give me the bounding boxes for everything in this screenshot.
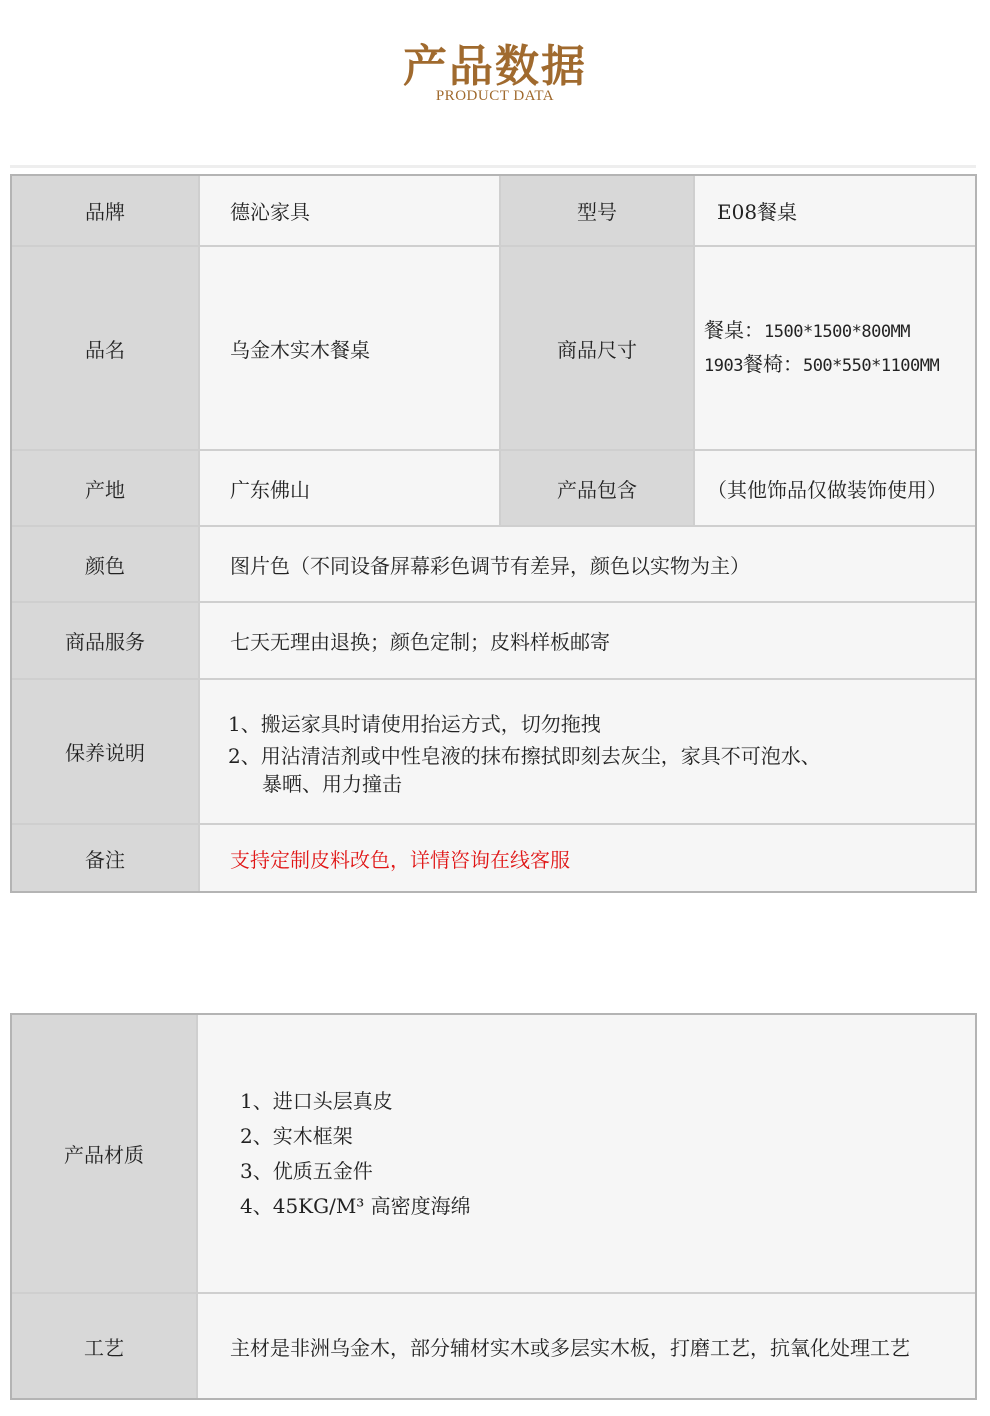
origin-label: 产地	[12, 451, 198, 525]
material-line-2: 2、实木框架	[240, 1123, 353, 1148]
material-label: 产品材质	[12, 1015, 196, 1292]
material-line-1: 1、进口头层真皮	[240, 1088, 393, 1113]
grid-line	[12, 449, 975, 451]
size-value	[695, 247, 975, 449]
color-value: 图片色（不同设备屏幕彩色调节有差异，颜色以实物为主）	[200, 527, 975, 601]
grid-line	[12, 1292, 975, 1294]
craft-label: 工艺	[12, 1294, 196, 1398]
size-line-2: 1903餐椅：500*550*1100MM	[704, 352, 940, 376]
care-line-1: 1、搬运家具时请使用抬运方式，切勿拖拽	[228, 711, 601, 736]
grid-line	[12, 601, 975, 603]
divider	[10, 165, 976, 168]
page-subtitle: PRODUCT DATA	[435, 88, 555, 104]
size-line-1: 餐桌：1500*1500*800MM	[704, 318, 911, 342]
grid-line	[196, 1015, 198, 1398]
care-label: 保养说明	[12, 680, 198, 823]
page-title: 产品数据	[403, 41, 587, 92]
name-label: 品名	[12, 247, 198, 449]
craft-value: 主材是非洲乌金木，部分辅材实木或多层实木板，打磨工艺，抗氧化处理工艺	[198, 1294, 975, 1398]
color-label: 颜色	[12, 527, 198, 601]
origin-value: 广东佛山	[200, 451, 499, 525]
grid-line	[12, 525, 975, 527]
grid-line	[693, 176, 695, 525]
name-value: 乌金木实木餐桌	[200, 247, 499, 449]
grid-line	[499, 176, 501, 525]
grid-line	[198, 176, 200, 891]
material-line-3: 3、优质五金件	[240, 1158, 373, 1183]
service-label: 商品服务	[12, 603, 198, 678]
grid-line	[12, 245, 975, 247]
model-label: 型号	[501, 176, 693, 245]
includes-value: （其他饰品仅做装饰使用）	[695, 451, 975, 525]
includes-label: 产品包含	[501, 451, 693, 525]
material-table	[10, 1013, 977, 1400]
note-label: 备注	[12, 825, 198, 891]
material-value	[198, 1015, 975, 1292]
product-data-table	[10, 174, 977, 893]
size-label: 商品尺寸	[501, 247, 693, 449]
material-line-4: 4、45KG/M³ 高密度海绵	[240, 1193, 471, 1218]
grid-line	[12, 823, 975, 825]
model-value: E08餐桌	[695, 176, 975, 245]
grid-line	[12, 678, 975, 680]
care-line-2: 2、用沾清洁剂或中性皂液的抹布擦拭即刻去灰尘，家具不可泡水、	[228, 743, 821, 768]
service-value: 七天无理由退换；颜色定制；皮料样板邮寄	[200, 603, 975, 678]
note-value: 支持定制皮料改色，详情咨询在线客服	[200, 825, 975, 891]
care-line-3: 暴晒、用力撞击	[262, 771, 402, 796]
brand-value: 德沁家具	[200, 176, 499, 245]
care-value	[200, 680, 975, 823]
brand-label: 品牌	[12, 176, 198, 245]
